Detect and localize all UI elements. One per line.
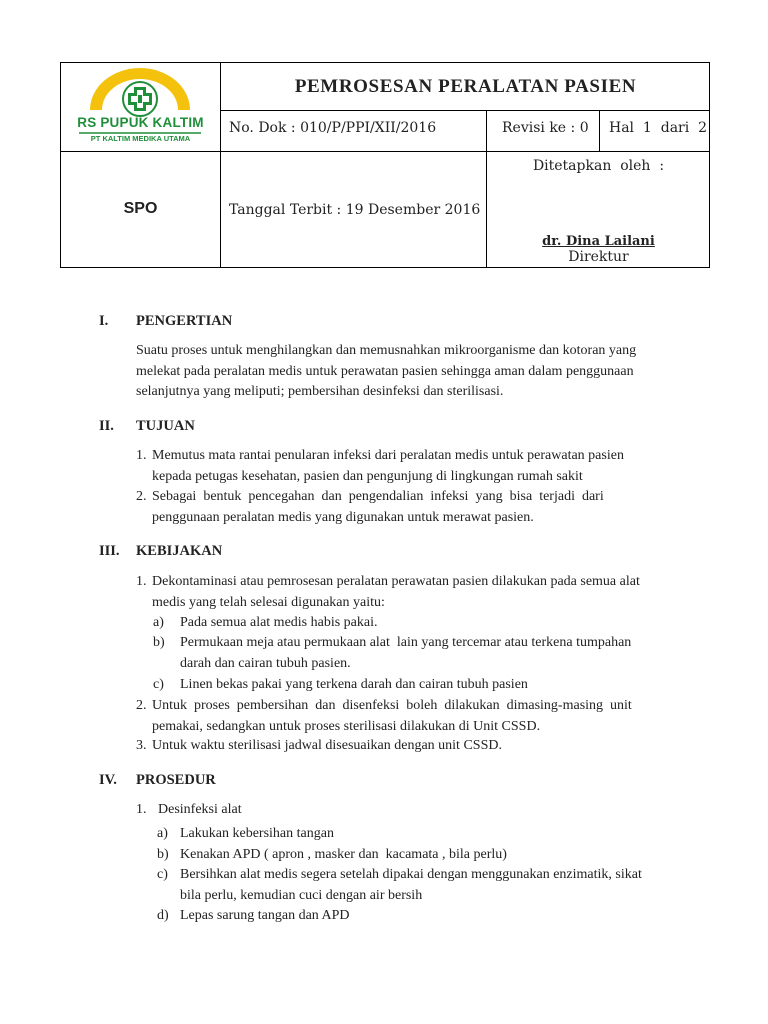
list-marker: c) <box>157 867 168 882</box>
document-header-table <box>60 62 710 268</box>
text-line: Permukaan meja atau permukaan alat lain yang tercemar atau terkena tumpahan <box>180 635 632 650</box>
text-line: Kenakan APD ( apron , masker dan kacamata , bila perlu) <box>180 847 507 862</box>
text-line: Pada semua alat medis habis pakai. <box>180 615 378 630</box>
list-item <box>136 446 677 487</box>
text-line: melekat pada peralatan medis untuk perawatan pasien sehingga aman dalam penggunaan <box>136 363 634 379</box>
list-marker: 2. <box>136 489 147 504</box>
section-number: IV. <box>99 772 117 788</box>
section-title: TUJUAN <box>136 418 195 434</box>
list-item <box>136 487 677 528</box>
sub-list-item <box>157 865 677 906</box>
list-marker: 2. <box>136 698 147 713</box>
text-line: selanjutnya yang meliputi; pembersihan desinfeksi dan sterilisasi. <box>136 384 504 399</box>
list-marker: 1. <box>136 802 147 817</box>
list-marker: d) <box>157 908 169 923</box>
text-line: Untuk waktu sterilisasi jadwal disesuaikan dengan unit CSSD. <box>152 738 502 753</box>
text-line: Desinfeksi alat <box>158 802 242 817</box>
text-line: kepada petugas kesehatan, pasien dan pengunjung di lingkungan rumah sakit <box>152 468 583 484</box>
signer-role: Direktur <box>568 249 629 265</box>
list-marker: 1. <box>136 448 147 463</box>
text-line: penggunaan peralatan medis yang digunakan untuk merawat pasien. <box>152 509 534 525</box>
list-marker: a) <box>153 615 164 630</box>
text-line: medis yang telah selesai digunakan yaitu: <box>152 594 385 610</box>
list-marker: 1. <box>136 574 147 589</box>
sub-list-item <box>153 613 677 634</box>
text-line: darah dan cairan tubuh pasien. <box>180 655 351 671</box>
list-marker: c) <box>153 677 164 692</box>
section-number: I. <box>99 313 109 329</box>
section-heading-pengertian <box>99 313 232 330</box>
logo-subtitle: PT KALTIM MEDIKA UTAMA <box>90 134 191 143</box>
text-line: Lakukan kebersihan tangan <box>180 826 334 841</box>
section-heading-prosedur <box>99 772 216 789</box>
text-line: Lepas sarung tangan dan APD <box>180 908 350 923</box>
document-title: PEMROSESAN PERALATAN PASIEN <box>294 76 637 97</box>
text-line: Sebagai bentuk pencegahan dan pengendalian infeksi yang bisa terjadi dari <box>152 489 604 504</box>
text-line: Dekontaminasi atau pemrosesan peralatan perawatan pasien dilakukan pada semua alat <box>152 574 640 589</box>
text-line: Untuk proses pembersihan dan disenfeksi boleh dilakukan dimasing-masing unit <box>152 698 632 713</box>
section-heading-tujuan <box>99 418 195 435</box>
list-marker: b) <box>157 847 169 862</box>
sub-list-item <box>157 824 677 845</box>
paragraph-pengertian <box>136 341 677 403</box>
sub-list-item <box>153 675 677 696</box>
sub-list-item <box>153 633 677 674</box>
hospital-logo <box>61 63 220 151</box>
text-line: Suatu proses untuk menghilangkan dan memusnahkan mikroorganisme dan kotoran yang <box>136 343 637 358</box>
spo-label: SPO <box>123 200 158 217</box>
sub-list-item <box>157 845 677 866</box>
list-marker: b) <box>153 635 165 650</box>
divider <box>599 110 600 151</box>
divider <box>61 151 710 152</box>
divider <box>220 110 710 111</box>
revision-number: Revisi ke : 0 <box>502 120 589 136</box>
section-number: II. <box>99 418 114 434</box>
signer-name: dr. Dina Lailani <box>542 234 655 249</box>
section-title: PROSEDUR <box>136 772 216 788</box>
logo-name: RS PUPUK KALTIM <box>77 115 204 130</box>
text-line: Bersihkan alat medis segera setelah dipakai dengan menggunakan enzimatik, sikat <box>180 867 642 882</box>
section-number: III. <box>99 543 120 559</box>
page-number: Hal 1 dari 2 <box>609 120 708 136</box>
issue-date: Tanggal Terbit : 19 Desember 2016 <box>229 202 481 218</box>
sub-list-item <box>157 906 677 927</box>
document-number: No. Dok : 010/P/PPI/XII/2016 <box>229 120 437 136</box>
section-heading-kebijakan <box>99 543 222 560</box>
text-line: pemakai, sedangkan untuk proses sterilisasi dilakukan di Unit CSSD. <box>152 718 541 734</box>
text-line: bila perlu, kemudian cuci dengan air bersih <box>180 887 423 903</box>
list-item <box>136 800 677 821</box>
section-title: PENGERTIAN <box>136 313 233 329</box>
list-item <box>136 736 677 757</box>
approval-label: Ditetapkan oleh : <box>532 158 665 174</box>
section-title: KEBIJAKAN <box>136 543 223 559</box>
list-item <box>136 696 677 737</box>
list-marker: a) <box>157 826 168 841</box>
text-line: Memutus mata rantai penularan infeksi dari peralatan medis untuk perawatan pasien <box>152 448 624 463</box>
list-item <box>136 572 677 613</box>
text-line: Linen bekas pakai yang terkena darah dan cairan tubuh pasien <box>180 677 528 692</box>
list-marker: 3. <box>136 738 147 753</box>
